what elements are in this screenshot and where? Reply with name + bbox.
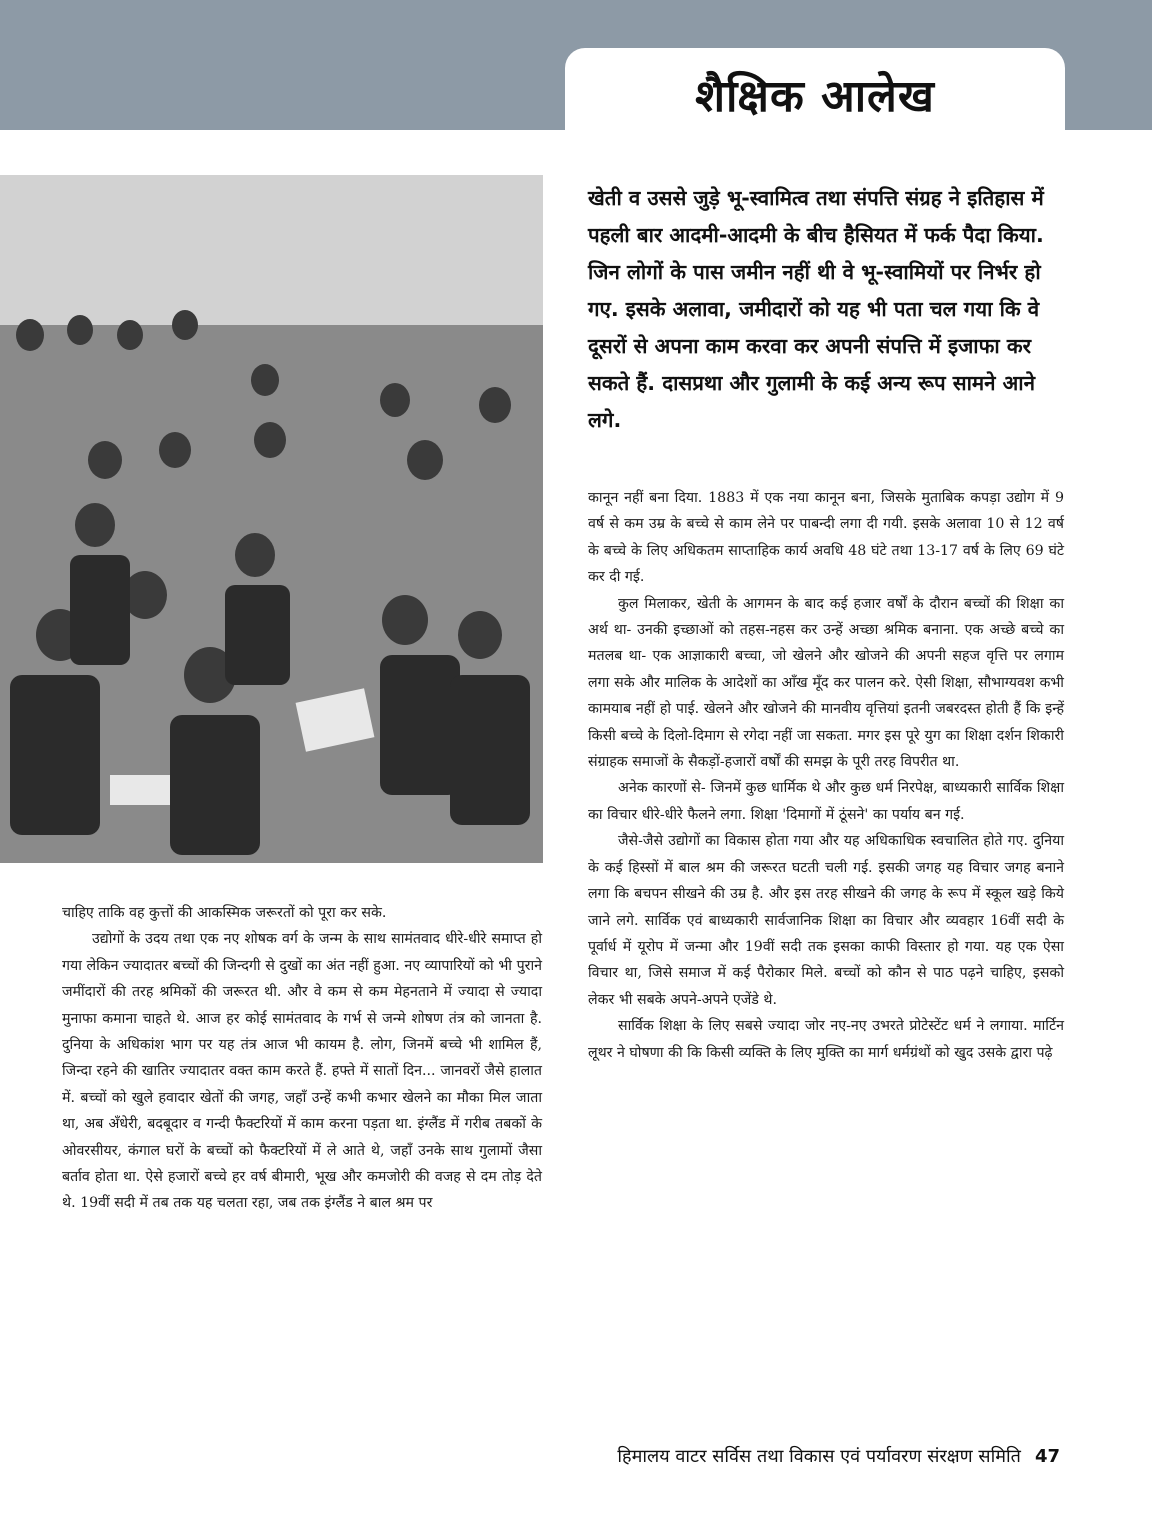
page-footer [540,1444,1060,1468]
paragraph: सार्विक शिक्षा के लिए सबसे ज्यादा जोर नए-नए उभरते प्रोटेस्टेंट धर्म ने लगाया. मार्टिन लूथर ने घोषणा की कि किसी व्यक्ति के लिए मुक्ति का मार्ग धर्मग्रंथों को खुद उसके द्वारा पढ़े [588,1018,1064,1061]
photo-illustration [0,175,543,863]
publisher-name: हिमालय वाटर सर्विस तथा विकास एवं पर्यावरण संरक्षण समिति [617,1446,1021,1467]
section-tab [565,48,1065,148]
paragraph: चाहिए ताकि वह कुत्तों की आकस्मिक जरूरतों को पूरा कर सके. [62,905,387,921]
paragraph: अनेक कारणों से- जिनमें कुछ धार्मिक थे और कुछ धर्म निरपेक्ष, बाध्यकारी सार्विक शिक्षा का विचार धीरे-धीरे फैलने लगा. शिक्षा 'दिमागों में ठूंसने' का पर्याय बन गई. [588,780,1064,823]
left-column [62,900,542,1217]
paragraph: कानून नहीं बना दिया. 1883 में एक नया कानून बना, जिसके मुताबिक कपड़ा उद्योग में 9 वर्ष से कम उम्र के बच्चे से काम लेने पर पाबन्दी लगा दी गयी. इसके अलावा 10 से 12 वर्ष के बच्चे के लिए अधिकतम साप्ताहिक कार्य अवधि 48 घंटे तथा 13-17 वर्ष के लिए 69 घंटे कर दी गई. [588,490,1064,586]
right-column [588,485,1064,1066]
paragraph: उद्योगों के उदय तथा एक नए शोषक वर्ग के जन्म के साथ सामंतवाद धीरे-धीरे समाप्त हो गया लेकिन ज्यादातर बच्चों की जिन्दगी से दुखों का अंत नहीं हुआ. नए व्यापारियों को भी पुराने जमींदारों की तरह श्रमिकों की जरूरत थी. और वे कम से कम मेहनताने में ज्यादा से ज्यादा मुनाफा कमाना चाहते थे. आज हर कोई सामंतवाद के गर्भ से जन्मे शोषण तंत्र को जानता है. दुनिया के अधिकांश भाग पर यह तंत्र आज भी कायम है. लोग, जिनमें बच्चे भी शामिल हैं, जिन्दा रहने की खातिर ज्यादातर वक्त काम करते हैं. हफ्ते में सातों दिन... जानवरों जैसे हालात में. बच्चों को खुले हवादार खेतों की जगह, जहाँ उन्हें कभी कभार खेलने का मौका मिल जाता था, अब अँधेरी, बदबूदार व गन्दी फैक्टरियों में काम करना पड़ता था. इंग्लैंड में गरीब तबकों के ओवरसीयर, कंगाल घरों के बच्चों को फैक्टरियों में ले आते थे, जहाँ उनके साथ गुलामों जैसा बर्ताव होता था. ऐसे हजारों बच्चे हर वर्ष बीमारी, भूख और कमजोरी की वजह से दम तोड़ देते थे. 19वीं सदी में तब तक यह चलता रहा, जब तक इंग्लैंड ने बाल श्रम पर [62,931,542,1212]
section-title: शैक्षिक आलेख [695,71,935,122]
page-number: 47 [1034,1446,1060,1467]
classroom-photo [0,175,543,863]
lead-paragraph: खेती व उससे जुड़े भू-स्वामित्व तथा संपत्ति संग्रह ने इतिहास में पहली बार आदमी-आदमी के बीच हैसियत में फर्क पैदा किया. जिन लोगों के पास जमीन नहीं थी वे भू-स्वामियों पर निर्भर हो गए. इसके अलावा, जमीदारों को यह भी पता चल गया कि वे दूसरों से अपना काम करवा कर अपनी संपत्ति में इजाफा कर सकते हैं. दासप्रथा और गुलामी के कई अन्य रूप सामने आने लगे. [588,186,1044,432]
paragraph: जैसे-जैसे उद्योगों का विकास होता गया और यह अधिकाधिक स्वचालित होते गए. दुनिया के कई हिस्सों में बाल श्रम की जरूरत घटती चली गई. इसकी जगह यह विचार जगह बनाने लगा कि बचपन सीखने की उम्र है. और इस तरह सीखने की जगह के रूप में स्कूल खड़े किये जाने लगे. सार्विक एवं बाध्यकारी सार्वजानिक शिक्षा का विचार और व्यवहार 16वीं सदी के पूर्वार्ध में यूरोप में जन्मा और 19वीं सदी तक इसका काफी विस्तार हो गया. यह एक ऐसा विचार था, जिसे समाज में कई पैरोकार मिले. बच्चों को कौन से पाठ पढ़ने चाहिए, इसको लेकर भी सबके अपने-अपने एजेंडे थे. [588,833,1064,1008]
paragraph: कुल मिलाकर, खेती के आगमन के बाद कई हजार वर्षों के दौरान बच्चों की शिक्षा का अर्थ था- उनकी इच्छाओं को तहस-नहस कर उन्हें अच्छा श्रमिक बनाना. एक अच्छे बच्चे का मतलब था- एक आज्ञाकारी बच्चा, जो खेलने और खोजने की अपनी सहज वृत्ति पर लगाम लगा सके और मालिक के आदेशों का आँख मूँद कर पालन करे. ऐसी शिक्षा, सौभाग्यवश कभी कामयाब नहीं हो पाई. खेलने और खोजने की मानवीय वृत्तियां इतनी जबरदस्त होती हैं कि इन्हें किसी बच्चे के दिलो-दिमाग से रगेदा नहीं जा सकता. मगर इस पूरे युग का शिक्षा दर्शन शिकारी संग्राहक समाजों के सैकड़ों-हजारों वर्षों की समझ के पूरी तरह विपरीत था. [588,595,1064,771]
